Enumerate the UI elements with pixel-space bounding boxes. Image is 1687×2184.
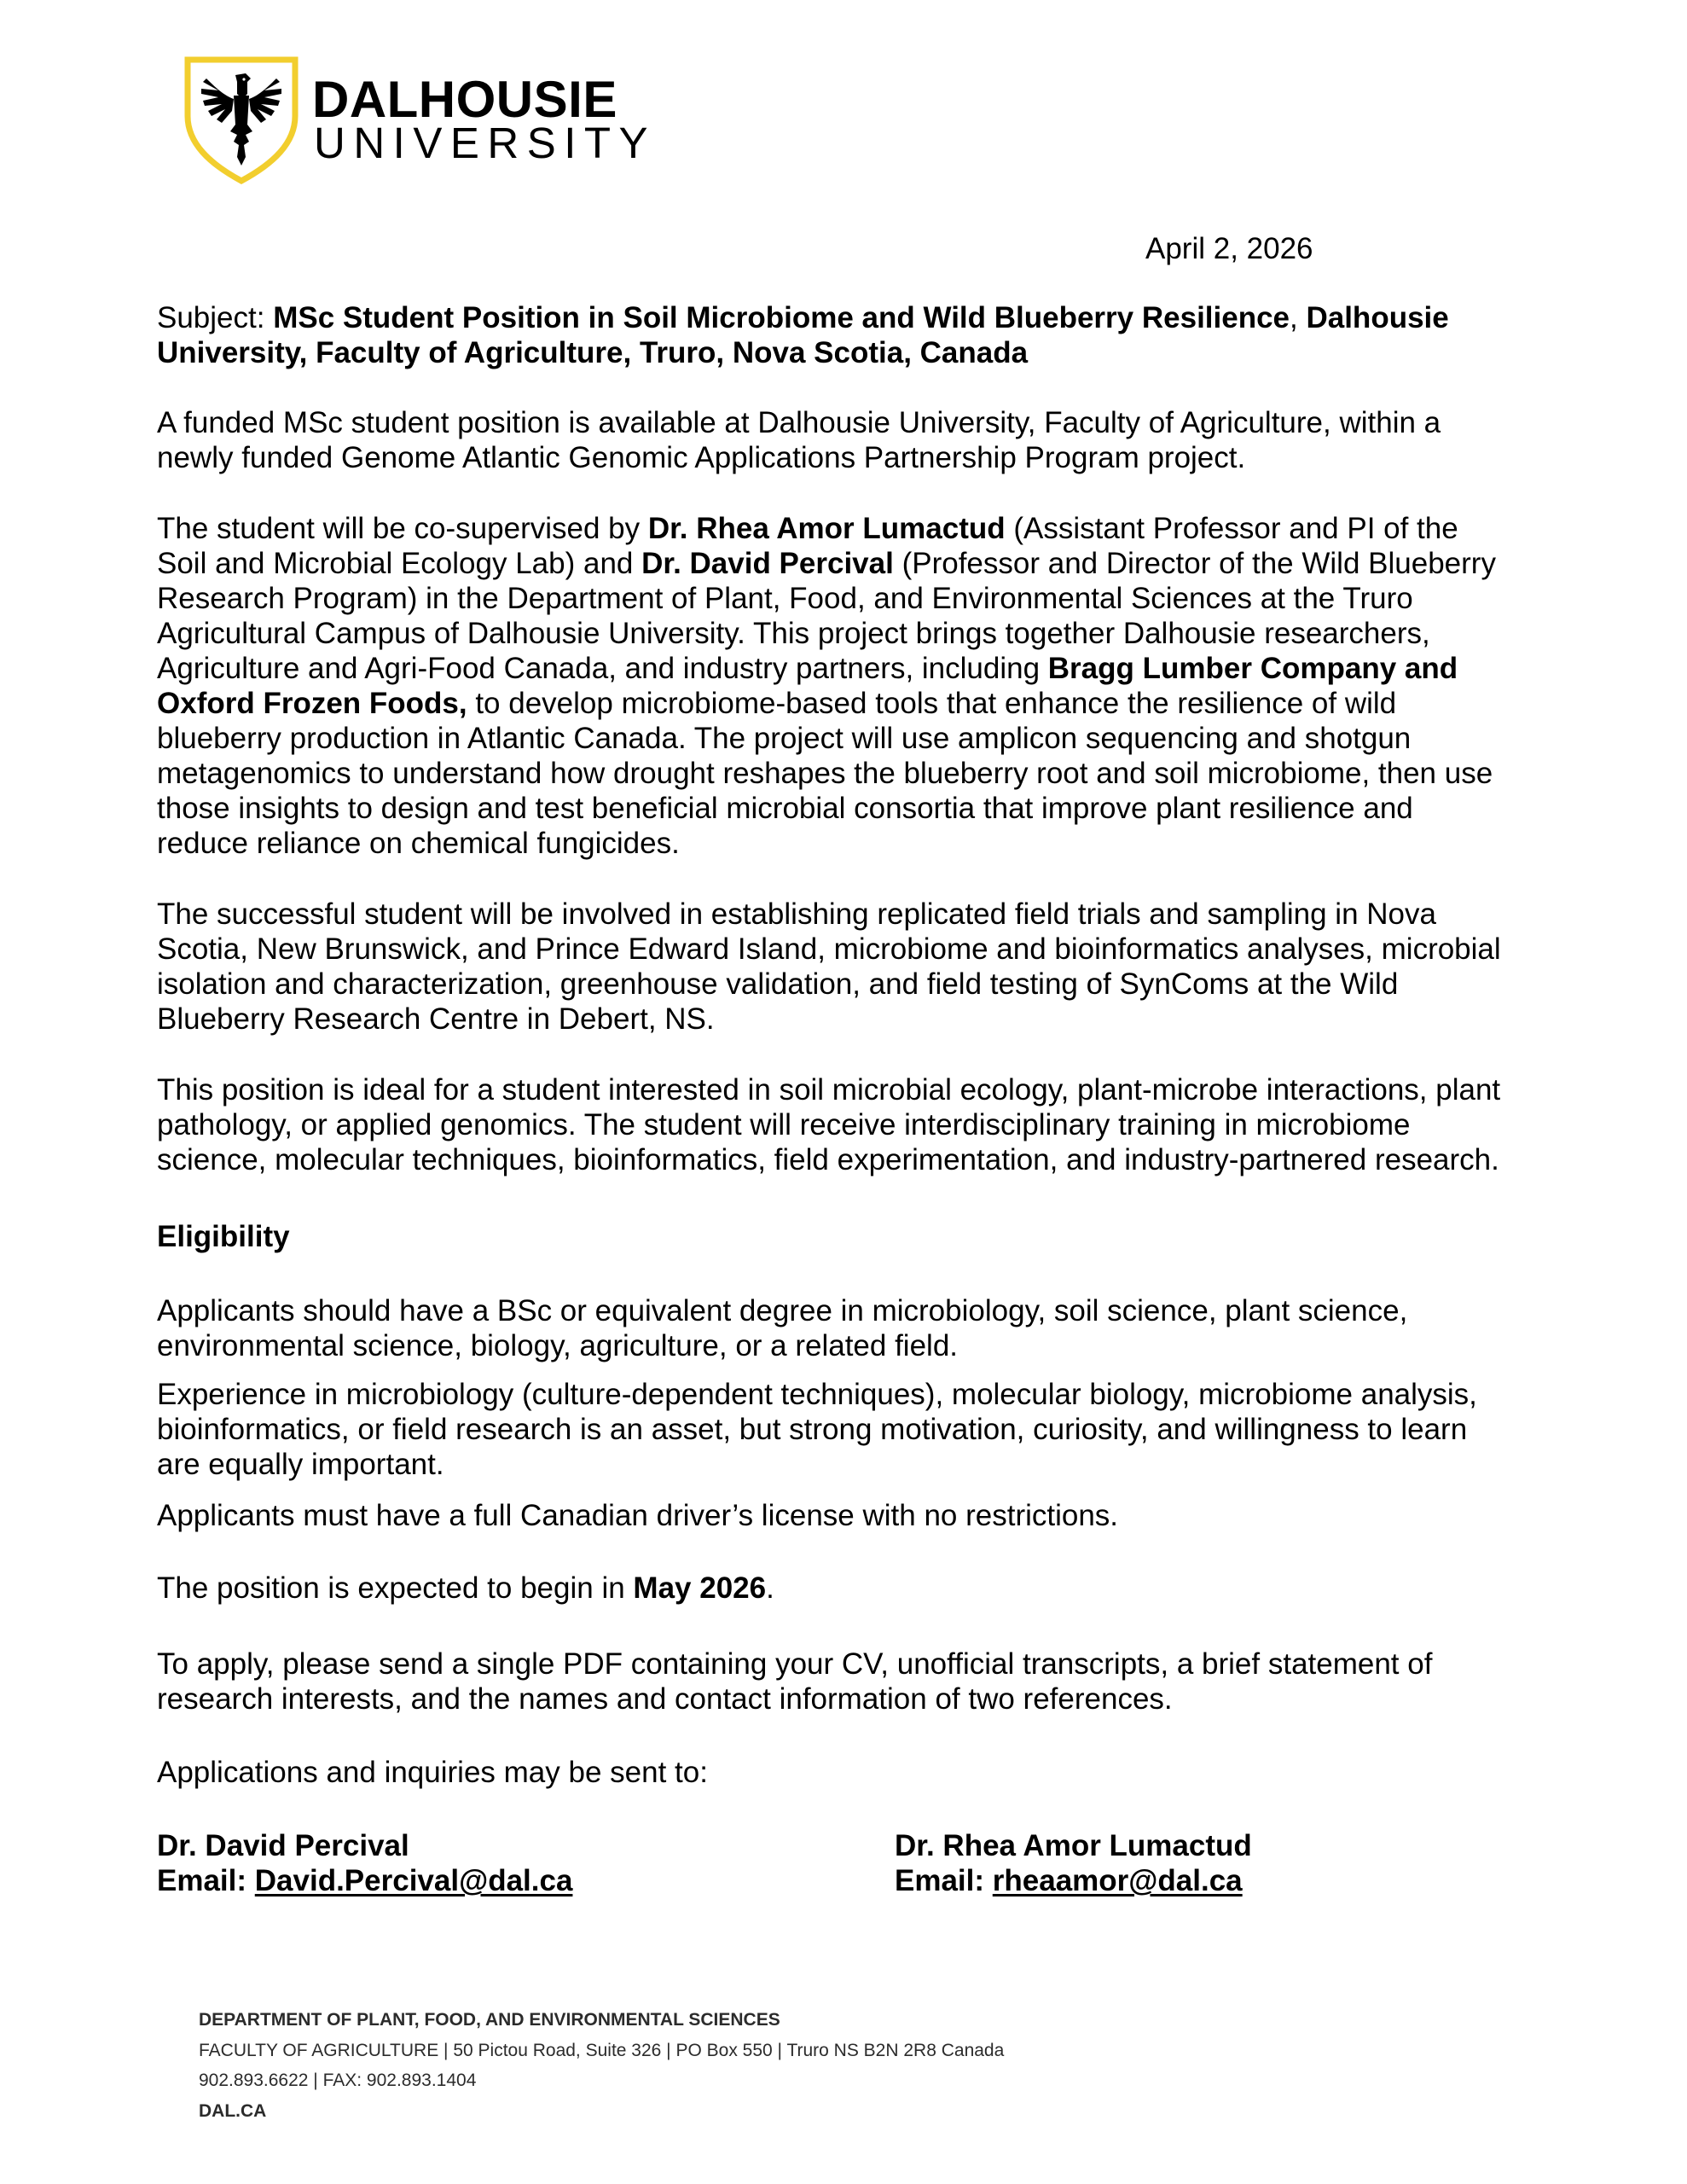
letterhead-footer (199, 2005, 1004, 2126)
start-date: May 2026 (633, 1571, 767, 1605)
text-span: The position is expected to begin in (157, 1571, 634, 1605)
email-label: Email: (157, 1864, 255, 1897)
text-line: Scotia, New Brunswick, and Prince Edward Island, microbiome and bioinformatics analyses, microbial (157, 932, 1501, 966)
text-line: Applications and inquiries may be sent to: (157, 1756, 708, 1789)
text-line: those insights to design and test beneficial microbial consortia that improve plant resilience and (157, 792, 1413, 825)
footer-address: FACULTY OF AGRICULTURE | 50 Pictou Road, Suite 326 | PO Box 550 | Truro NS B2N 2R8 Canada (199, 2040, 1005, 2060)
supervisor-name-lumactud: Dr. Rhea Amor Lumactud (647, 512, 1006, 545)
text-line: research interests, and the names and contact information of two references. (157, 1682, 1173, 1716)
footer-website: DAL.CA (199, 2100, 267, 2121)
text-line: reduce reliance on chemical fungicides. (157, 827, 680, 860)
email-link-percival[interactable]: David.Percival@dal.ca (254, 1864, 573, 1897)
subject-separator: , (1290, 301, 1307, 334)
section-heading: Eligibility (157, 1220, 290, 1253)
text-line: science, molecular techniques, bioinformatics, field experimentation, and industry-partnered research. (157, 1143, 1499, 1176)
text-line: Applicants must have a full Canadian driver’s license with no restrictions. (157, 1499, 1119, 1532)
text-line: isolation and characterization, greenhouse validation, and field testing of SynComs at the Wild (157, 967, 1399, 1001)
supervisor-name-percival: Dr. David Percival (641, 547, 894, 580)
eligibility-experience (157, 1377, 1556, 1482)
text-line: newly funded Genome Atlantic Genomic Applications Partnership Program project. (157, 441, 1246, 474)
text-line: bioinformatics, or field research is an asset, but strong motivation, curiosity, and willingness to learn (157, 1413, 1468, 1446)
dalhousie-shield-crest-icon (184, 56, 299, 184)
footer-department: DEPARTMENT OF PLANT, FOOD, AND ENVIRONMENTAL SCIENCES (199, 2010, 780, 2030)
text-line: Agricultural Campus of Dalhousie University. This project brings together Dalhousie researchers, (157, 617, 1430, 650)
paragraph-ideal-candidate (157, 1072, 1556, 1177)
text-line: This position is ideal for a student interested in soil microbial ecology, plant-microbe interactions, plant (157, 1073, 1501, 1107)
contact-percival (157, 1828, 572, 1898)
text-line: Blueberry Research Centre in Debert, NS. (157, 1002, 715, 1036)
email-label: Email: (895, 1864, 993, 1897)
text-span: (Professor and Director of the Wild Blueberry (893, 547, 1496, 580)
letter-date: April 2, 2026 (1145, 232, 1313, 265)
text-span: . (766, 1571, 774, 1605)
text-line: A funded MSc student position is available at Dalhousie University, Faculty of Agriculture, within a (157, 406, 1441, 439)
text-span: (Assistant Professor and PI of the (1005, 512, 1458, 545)
start-date-paragraph (157, 1571, 1556, 1606)
text-line: Applicants should have a BSc or equivalent degree in microbiology, soil science, plant science, (157, 1294, 1408, 1327)
partner-name-bragg: Bragg Lumber Company and (1047, 652, 1458, 685)
text-span: to develop microbiome-based tools that enhance the resilience of wild (467, 687, 1397, 720)
text-span: The student will be co-supervised by (157, 512, 648, 545)
text-line: Experience in microbiology (culture-dependent techniques), molecular biology, microbiome analysis, (157, 1378, 1477, 1411)
contact-name: Dr. David Percival (157, 1829, 409, 1862)
text-line: blueberry production in Atlantic Canada. The project will use amplicon sequencing and shotgun (157, 722, 1412, 755)
apply-instructions (157, 1647, 1556, 1716)
text-line: are equally important. (157, 1448, 444, 1481)
contact-lumactud (895, 1828, 1252, 1898)
text-line: environmental science, biology, agriculture, or a related field. (157, 1329, 959, 1362)
university-name-line1: DALHOUSIE (312, 71, 617, 128)
text-span: Agriculture and Agri-Food Canada, and industry partners, including (157, 652, 1048, 685)
paragraph-supervision (157, 511, 1556, 861)
text-line: metagenomics to understand how drought reshapes the blueberry root and soil microbiome, then use (157, 757, 1493, 790)
subject-label: Subject: (157, 301, 274, 334)
inquiries-line (157, 1755, 1556, 1790)
text-line: Research Program) in the Department of Plant, Food, and Environmental Sciences at the Truro (157, 582, 1413, 615)
subject-title-tail: Dalhousie (1306, 301, 1449, 334)
university-name-line2: UNIVERSITY (314, 119, 657, 167)
partner-name-oxford: Oxford Frozen Foods, (157, 687, 467, 720)
text-line: pathology, or applied genomics. The student will receive interdisciplinary training in microbiome (157, 1108, 1411, 1141)
eligibility-heading (157, 1219, 1556, 1254)
text-line: The successful student will be involved in establishing replicated field trials and sampling in Nova (157, 897, 1436, 931)
paragraph-duties (157, 897, 1556, 1037)
eligibility-degree (157, 1293, 1556, 1363)
contact-name: Dr. Rhea Amor Lumactud (895, 1829, 1252, 1862)
subject-title: MSc Student Position in Soil Microbiome and Wild Blueberry Resilience (273, 301, 1290, 334)
paragraph-intro (157, 405, 1556, 475)
eligibility-license (157, 1498, 1556, 1533)
subject-title-line2: University, Faculty of Agriculture, Truro, Nova Scotia, Canada (157, 336, 1029, 369)
email-link-lumactud[interactable]: rheaamor@dal.ca (992, 1864, 1243, 1897)
text-span: Soil and Microbial Ecology Lab) and (157, 547, 642, 580)
footer-phone: 902.893.6622 | FAX: 902.893.1404 (199, 2071, 477, 2090)
subject-line (157, 300, 1556, 370)
text-line: To apply, please send a single PDF containing your CV, unofficial transcripts, a brief statement of (157, 1647, 1433, 1681)
